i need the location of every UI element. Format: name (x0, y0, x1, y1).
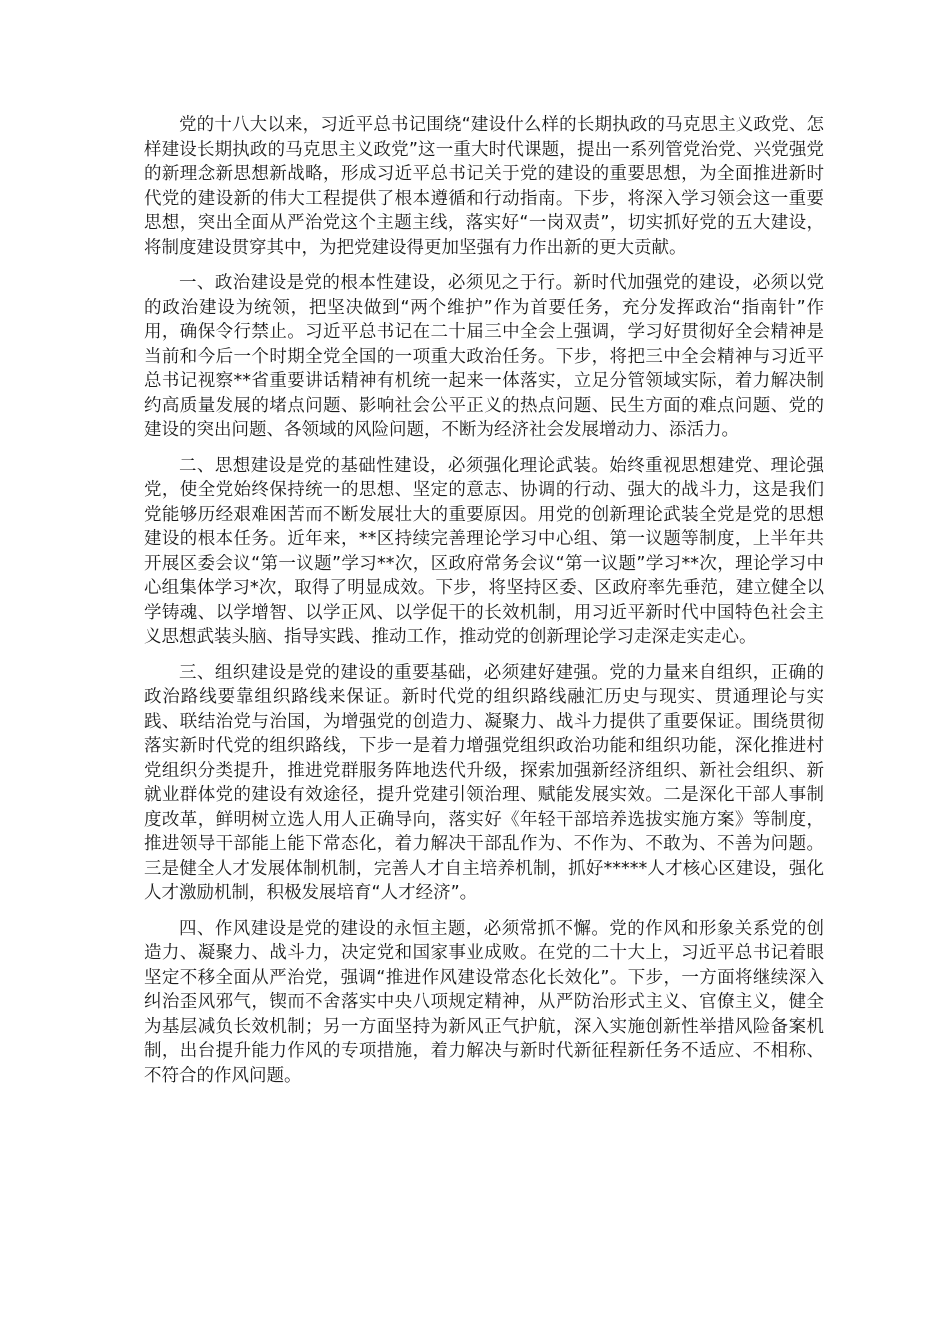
conduct-building-paragraph: 四、作风建设是党的建设的永恒主题，必须常抓不懈。党的作风和形象关系党的创造力、凝聚力、战斗力，决定党和国家事业成败。在党的二十大上，习近平总书记着眼坚定不移全面从严治党，强调“推进作风建设常态化长效化”。下步，一方面将继续深入纠治歪风邪气，锲而不舍落实中央八项规定精神，从严防治形式主义、官僚主义，健全为基层减负长效机制；另一方面坚持为新风正气护航，深入实施创新性举措风险备案机制，出台提升能力作风的专项措施，着力解决与新时代新征程新任务不适应、不相称、不符合的作风问题。 (144, 918, 824, 1086)
document-body (144, 113, 824, 1099)
organizational-building-paragraph: 三、组织建设是党的建设的重要基础，必须建好建强。党的力量来自组织，正确的政治路线要靠组织路线来保证。新时代党的组织路线融汇历史与现实、贯通理论与实践、联结治党与治国，为增强党的创造力、凝聚力、战斗力提供了重要保证。围绕贯彻落实新时代党的组织路线，下步一是着力增强党组织政治功能和组织功能，深化推进村党组织分类提升，推进党群服务阵地迭代升级，探索加强新经济组织、新社会组织、新就业群体党的建设有效途径，提升党建引领治理、赋能发展实效。二是深化干部人事制度改革，鲜明树立选人用人正确导向，落实好《年轻干部培养选拔实施方案》等制度，推进领导干部能上能下常态化，着力解决干部乱作为、不作为、不敢为、不善为问题。三是健全人才发展体制机制，完善人才自主培养机制，抓好*****人才核心区建设，强化人才激励机制，积极发展培育“人才经济”。 (144, 662, 824, 903)
political-building-paragraph: 一、政治建设是党的根本性建设，必须见之于行。新时代加强党的建设，必须以党的政治建设为统领，把坚决做到“两个维护”作为首要任务，充分发挥政治“指南针”作用，确保令行禁止。习近平总书记在二十届三中全会上强调，学习好贯彻好全会精神是当前和今后一个时期全党全国的一项重大政治任务。下步，将把三中全会精神与习近平总书记视察**省重要讲话精神有机统一起来一体落实，立足分管领域实际，着力解决制约高质量发展的堵点问题、影响社会公平正义的热点问题、民生方面的难点问题、党的建设的突出问题、各领域的风险问题，不断为经济社会发展增动力、添活力。 (144, 273, 824, 440)
intro-paragraph: 党的十八大以来，习近平总书记围绕“建设什么样的长期执政的马克思主义政党、怎样建设长期执政的马克思主义政党”这一重大时代课题，提出一系列管党治党、兴党强党的新理念新思想新战略，形成习近平总书记关于党的建设的重要思想，为全面推进新时代党的建设新的伟大工程提供了根本遵循和行动指南。下步，将深入学习领会这一重要思想，突出全面从严治党这个主题主线，落实好“一岗双责”，切实抓好党的五大建设，将制度建设贯穿其中，为把党建设得更加坚强有力作出新的更大贡献。 (144, 115, 824, 258)
ideological-building-paragraph: 二、思想建设是党的基础性建设，必须强化理论武装。始终重视思想建党、理论强党，使全党始终保持统一的思想、坚定的意志、协调的行动、强大的战斗力，这是我们党能够历经艰难困苦而不断发展壮大的重要原因。用党的创新理论武装全党是党的思想建设的根本任务。近年来，**区持续完善理论学习中心组、第一议题等制度，上半年共开展区委会议“第一议题”学习**次，区政府常务会议“第一议题”学习**次，理论学习中心组集体学习*次，取得了明显成效。下步，将坚持区委、区政府率先垂范，建立健全以学铸魂、以学增智、以学正风、以学促干的长效机制，用习近平新时代中国特色社会主义思想武装头脑、指导实践、推动工作，推动党的创新理论学习走深走实走心。 (144, 455, 824, 647)
